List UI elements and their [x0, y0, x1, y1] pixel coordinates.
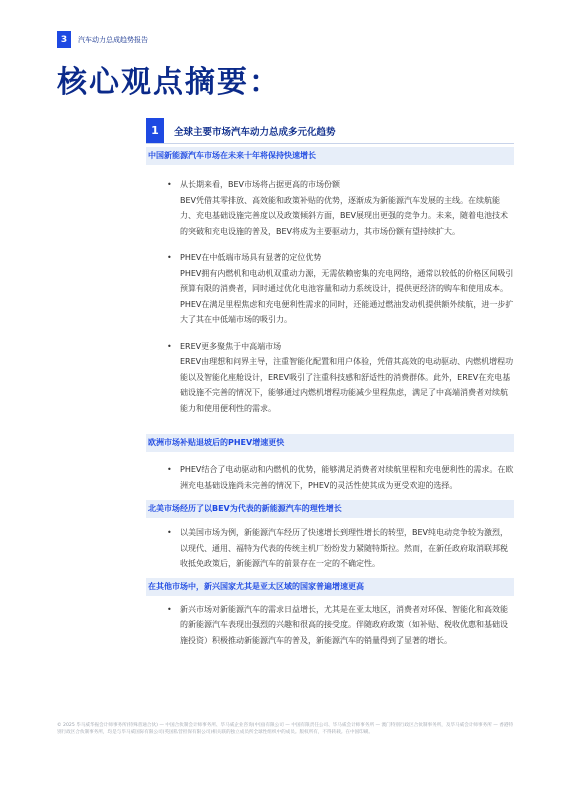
bullet-item — [146, 250, 514, 328]
subhead-north-america: 北美市场经历了以BEV为代表的新能源汽车的理性增长 — [146, 500, 514, 518]
bullet-item — [146, 177, 514, 239]
bullet-body: • PHEV结合了电动驱动和内燃机的优势，能够满足消费者对续航里程和充电便利性的需求。在欧洲充电基础设施尚未完善的情况下，PHEV的灵活性使其成为更受欢迎的选择。 — [180, 465, 514, 490]
page-title: 核心观点摘要： — [57, 65, 281, 100]
bullet-title: • EREV更多聚焦于中高端市场 — [180, 341, 282, 351]
subhead-china: 中国新能源汽车市场在未来十年将保持快速增长 — [146, 147, 514, 165]
bullet-body: EREV由理想和问界主导，注重智能化配置和用户体验，凭借其高效的电动驱动、内燃机增程功能以及智能化座舱设计，EREV吸引了注重科技感和舒适性的消费群体。此外，EREV在充电基础设施不完善的情况下，能够通过内燃机增程功能减少里程焦虑，满足了中高端消费者对续航能力和使用便利性的需求。 — [180, 357, 514, 413]
bullet-list-china — [146, 177, 514, 416]
section-title: 全球主要市场汽车动力总成多元化趋势 — [174, 126, 336, 138]
bullet-item — [146, 339, 514, 417]
bullet-title: • PHEV在中低端市场具有显著的定位优势 — [180, 253, 322, 262]
block-north-america — [146, 500, 514, 572]
block-other-markets — [146, 578, 514, 649]
summary-content — [146, 118, 514, 648]
bullet-body: • 以美国市场为例，新能源汽车经历了快速增长到理性增长的转型，BEV纯电动竞争较为激烈，以现代、通用、福特为代表的传统主机厂纷纷发力紧随特斯拉。然而，在新任政府取消联邦税收抵免政策后，新能源汽车的前景存在一定的不确定性。 — [180, 528, 509, 568]
bullet-body: BEV凭借其零排放、高效能和政策补贴的优势，逐渐成为新能源汽车发展的主线。在续航能力、充电基础设施完善度以及政策倾斜方面，BEV展现出更强的竞争力。未来，随着电池技术的突破和充电设施的普及，BEV将成为主要驱动力，其市场份额有望持续扩大。 — [180, 195, 509, 236]
bullet-list-other-markets — [146, 602, 514, 649]
section-number: 1 — [146, 118, 164, 143]
page-number-badge: 3 — [57, 31, 71, 48]
section-header — [146, 118, 514, 144]
running-header: 汽车动力总成趋势报告 — [78, 36, 148, 44]
bullet-list-north-america — [146, 525, 514, 572]
bullet-body: • 新兴市场对新能源汽车的需求日益增长，尤其是在亚太地区，消费者对环保、智能化和高效能的新能源汽车表现出强烈的兴趣和很高的接受度。伴随政府政策（如补贴、税收优惠和基础设施投资）积极推动新能源汽车的普及，新能源汽车的销量得到了显著的增长。 — [180, 604, 508, 645]
block-europe — [146, 434, 514, 493]
bullet-item — [146, 525, 514, 572]
copyright-footer: © 2025 毕马威华振会计师事务所(特殊普通合伙) — 中国合伙制会计师事务所、毕马威企业咨询(中国)有限公司 — 中国有限责任公司、毕马威会计师事务所 — 澳门特别行政区合伙制事务所，及毕马威会计师事务所 — 香港特别行政区合伙制事务所，均是与毕马威国际有限公司(英国私营担保有限公司)相关联的独立成员所全球性组织中的成员。版权所有，不得转载。在中国印刷。 — [57, 723, 514, 735]
bullet-item — [146, 462, 514, 493]
bullet-list-europe — [146, 462, 514, 493]
subhead-europe: 欧洲市场补贴退坡后的PHEV增速更快 — [146, 434, 514, 452]
block-china — [146, 147, 514, 416]
bullet-body: PHEV拥有内燃机和电动机双重动力源，无需依赖密集的充电网络，通常以较低的价格区间吸引预算有限的消费者，同时通过优化电池容量和动力系统设计，提供更经济的购车和使用成本。PHEV在满足里程焦虑和充电便利性需求的同时，还能通过燃油发动机提供额外续航，进一步扩大了其在中低端市场的吸引力。 — [180, 268, 514, 324]
subhead-other-markets: 在其他市场中，新兴国家尤其是亚太区域的国家普遍增速更高 — [146, 578, 514, 596]
bullet-title: • 从长期来看，BEV市场将占据更高的市场份额 — [180, 180, 341, 189]
bullet-item — [146, 602, 514, 649]
